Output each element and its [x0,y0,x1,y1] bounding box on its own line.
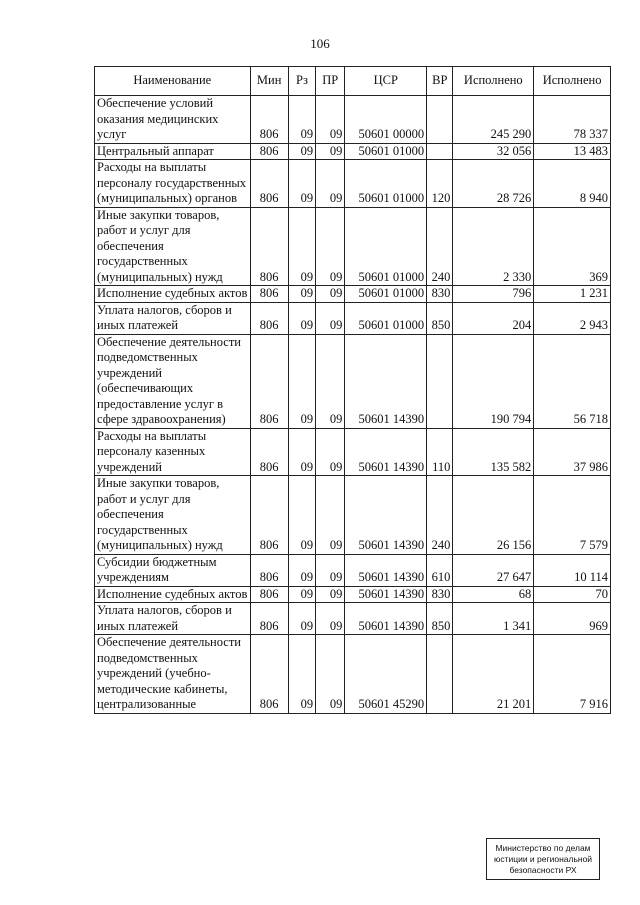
row-name-cell: Обеспечение деятельности подведомственных учреждений (учебно-методические кабинеты, централизованные [95,635,251,714]
table-row [95,207,611,286]
row-executed-1-cell: 26 156 [453,476,534,555]
row-pr-cell: 09 [316,428,345,476]
row-executed-2-cell: 1 231 [534,286,611,303]
row-vr-cell [427,143,453,160]
row-vr-cell: 240 [427,476,453,555]
row-executed-1-cell: 27 647 [453,554,534,586]
row-vr-cell [427,635,453,714]
row-executed-1-cell: 135 582 [453,428,534,476]
table-row [95,302,611,334]
row-vr-cell: 610 [427,554,453,586]
col-header-csr: ЦСР [345,67,427,96]
col-header-executed-1: Исполнено [453,67,534,96]
row-executed-2-cell: 2 943 [534,302,611,334]
row-executed-1-cell: 190 794 [453,334,534,428]
row-csr-cell: 50601 00000 [345,96,427,144]
row-csr-cell: 50601 01000 [345,286,427,303]
row-pr-cell: 09 [316,334,345,428]
row-vr-cell: 110 [427,428,453,476]
row-name-cell: Иные закупки товаров, работ и услуг для обеспечения государственных (муниципальных) нужд [95,207,251,286]
row-executed-1-cell: 28 726 [453,160,534,208]
row-executed-2-cell: 7 579 [534,476,611,555]
row-csr-cell: 50601 14390 [345,586,427,603]
row-vr-cell: 120 [427,160,453,208]
row-min-cell: 806 [250,207,288,286]
row-name-cell: Расходы на выплаты персоналу казенных учреждений [95,428,251,476]
table-row [95,554,611,586]
row-min-cell: 806 [250,586,288,603]
row-rz-cell: 09 [288,635,315,714]
row-csr-cell: 50601 14390 [345,603,427,635]
row-pr-cell: 09 [316,635,345,714]
row-csr-cell: 50601 14390 [345,476,427,555]
col-header-min: Мин [250,67,288,96]
row-executed-1-cell: 68 [453,586,534,603]
row-pr-cell: 09 [316,302,345,334]
row-executed-2-cell: 969 [534,603,611,635]
row-rz-cell: 09 [288,207,315,286]
row-csr-cell: 50601 45290 [345,635,427,714]
row-min-cell: 806 [250,302,288,334]
col-header-name: Наименование [95,67,251,96]
row-rz-cell: 09 [288,286,315,303]
row-executed-2-cell: 10 114 [534,554,611,586]
table-row [95,334,611,428]
row-name-cell: Уплата налогов, сборов и иных платежей [95,603,251,635]
row-name-cell: Расходы на выплаты персоналу государственных (муниципальных) органов [95,160,251,208]
row-min-cell: 806 [250,476,288,555]
row-name-cell: Исполнение судебных актов [95,286,251,303]
row-executed-1-cell: 796 [453,286,534,303]
stamp-line: юстиции и региональной [493,853,593,864]
row-vr-cell: 850 [427,603,453,635]
table-row [95,143,611,160]
row-csr-cell: 50601 01000 [345,302,427,334]
table-row [95,96,611,144]
row-vr-cell: 850 [427,302,453,334]
row-rz-cell: 09 [288,143,315,160]
stamp-line: Министерство по делам [495,842,591,853]
row-executed-2-cell: 56 718 [534,334,611,428]
row-vr-cell [427,96,453,144]
row-rz-cell: 09 [288,554,315,586]
row-pr-cell: 09 [316,476,345,555]
row-rz-cell: 09 [288,603,315,635]
row-min-cell: 806 [250,286,288,303]
row-min-cell: 806 [250,96,288,144]
row-pr-cell: 09 [316,586,345,603]
row-csr-cell: 50601 01000 [345,143,427,160]
row-pr-cell: 09 [316,286,345,303]
col-header-vr: ВР [427,67,453,96]
row-executed-2-cell: 70 [534,586,611,603]
budget-table [94,66,611,714]
row-rz-cell: 09 [288,302,315,334]
row-min-cell: 806 [250,160,288,208]
table-row [95,635,611,714]
row-executed-1-cell: 245 290 [453,96,534,144]
row-min-cell: 806 [250,334,288,428]
row-name-cell: Обеспечение деятельности подведомственных учреждений (обеспечивающих предоставление услуг в сфере здравоохранения) [95,334,251,428]
row-name-cell: Обеспечение условий оказания медицинских услуг [95,96,251,144]
row-rz-cell: 09 [288,476,315,555]
row-vr-cell: 830 [427,286,453,303]
row-csr-cell: 50601 01000 [345,207,427,286]
row-min-cell: 806 [250,635,288,714]
row-pr-cell: 09 [316,554,345,586]
row-name-cell: Субсидии бюджетным учреждениям [95,554,251,586]
row-pr-cell: 09 [316,96,345,144]
row-executed-2-cell: 37 986 [534,428,611,476]
row-executed-1-cell: 1 341 [453,603,534,635]
table-row [95,586,611,603]
row-vr-cell: 830 [427,586,453,603]
row-csr-cell: 50601 14390 [345,554,427,586]
table-row [95,160,611,208]
row-pr-cell: 09 [316,143,345,160]
row-rz-cell: 09 [288,428,315,476]
row-min-cell: 806 [250,603,288,635]
row-executed-2-cell: 13 483 [534,143,611,160]
row-rz-cell: 09 [288,160,315,208]
row-pr-cell: 09 [316,160,345,208]
row-min-cell: 806 [250,428,288,476]
row-min-cell: 806 [250,554,288,586]
row-csr-cell: 50601 14390 [345,334,427,428]
table-row [95,428,611,476]
row-rz-cell: 09 [288,96,315,144]
col-header-pr: ПР [316,67,345,96]
row-min-cell: 806 [250,143,288,160]
table-header-row [95,67,611,96]
table-row [95,286,611,303]
table-row [95,476,611,555]
row-name-cell: Иные закупки товаров, работ и услуг для обеспечения государственных (муниципальных) нужд [95,476,251,555]
row-pr-cell: 09 [316,603,345,635]
row-executed-2-cell: 8 940 [534,160,611,208]
row-name-cell: Исполнение судебных актов [95,586,251,603]
row-name-cell: Уплата налогов, сборов и иных платежей [95,302,251,334]
row-csr-cell: 50601 01000 [345,160,427,208]
row-pr-cell: 09 [316,207,345,286]
col-header-rz: Рз [288,67,315,96]
row-rz-cell: 09 [288,586,315,603]
row-rz-cell: 09 [288,334,315,428]
stamp-line: безопасности РХ [509,864,577,875]
ministry-stamp [486,838,600,880]
row-executed-1-cell: 32 056 [453,143,534,160]
table-row [95,603,611,635]
row-vr-cell [427,334,453,428]
row-name-cell: Центральный аппарат [95,143,251,160]
row-executed-1-cell: 2 330 [453,207,534,286]
row-vr-cell: 240 [427,207,453,286]
col-header-executed-2: Исполнено [534,67,611,96]
row-csr-cell: 50601 14390 [345,428,427,476]
row-executed-1-cell: 204 [453,302,534,334]
row-executed-2-cell: 78 337 [534,96,611,144]
row-executed-2-cell: 7 916 [534,635,611,714]
row-executed-1-cell: 21 201 [453,635,534,714]
row-executed-2-cell: 369 [534,207,611,286]
page-number: 106 [310,36,330,51]
